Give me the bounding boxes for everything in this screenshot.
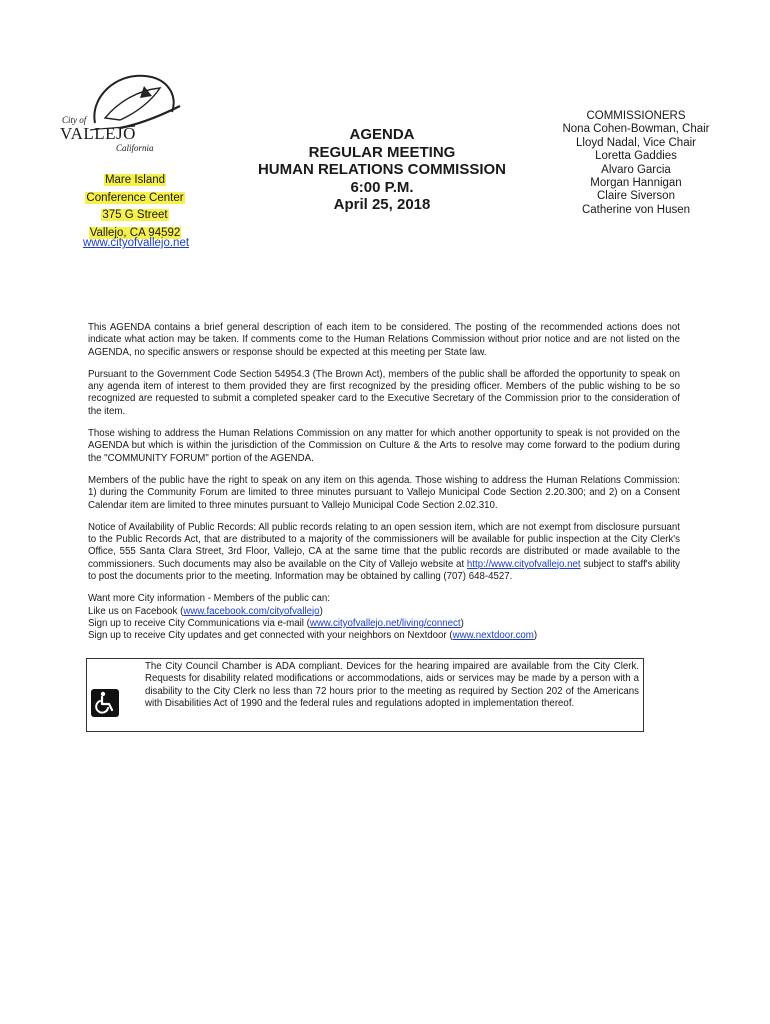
logo-city-of: City of: [62, 115, 87, 125]
ada-text: The City Council Chamber is ADA compliant. Devices for the hearing impaired are available from the City Clerk. Requests for disability related modifications or accommodations, aids or services may be made by a person with a disability to the City Clerk no less than 72 hours prior to the meeting as required by Section 202 of the Americans with Disabilities Act of 1990 and the federal rules and regulations adopted in implementation thereof.: [145, 661, 639, 709]
commissioner-name: Catherine von Husen: [581, 203, 691, 216]
location-line: 375 G Street: [102, 209, 168, 222]
commissioner-name: Morgan Hannigan: [590, 177, 682, 190]
website-link[interactable]: www.cityofvallejo.net: [82, 237, 190, 249]
location-line: Mare Island: [104, 174, 166, 186]
connect-nextdoor-text: Sign up to receive City updates and get connected with your neighbors on Nextdoor (: [88, 630, 453, 642]
connect-email: [88, 618, 680, 630]
email-signup-link[interactable]: www.cityofvallejo.net/living/connect: [309, 617, 461, 629]
commissioners-list: [550, 110, 722, 217]
city-website-link[interactable]: http://www.cityofvallejo.net: [466, 558, 581, 570]
commissioners-heading: COMMISSIONERS: [586, 110, 686, 122]
connect-nextdoor: [88, 630, 680, 642]
facebook-link[interactable]: www.facebook.com/cityofvallejo: [183, 605, 320, 617]
speaking-limits-paragraph: Members of the public have the right to speak on any item on this agenda. Those wishing to address the Human Relations Commission: 1) during the Community Forum are limited to three minutes pursuant to Vallejo Municipal Code Section 2.20.300; and 2) on a Consent Calendar item are limited to three minutes pursuant to Vallejo Municipal Code Section 2.02.310.: [88, 474, 680, 511]
commissioner-name: Claire Siverson: [597, 190, 675, 203]
paren: ): [460, 617, 464, 629]
connect-block: [88, 593, 680, 642]
records-text-end: subject to staff's ability to post the documents prior to the meeting. Information may be obtained by calling (707) 648-4527.: [88, 558, 680, 583]
meeting-date: April 25, 2018: [333, 196, 431, 214]
connect-email-text: Sign up to receive City Communications via e-mail (: [88, 617, 310, 629]
paren: ): [319, 605, 323, 617]
commissioner-name: Lloyd Nadal, Vice Chair: [576, 136, 696, 149]
wheelchair-icon: [91, 689, 119, 717]
logo-name: VALLEJO: [60, 124, 136, 143]
connect-facebook-text: Like us on Facebook (: [88, 605, 184, 617]
connect-facebook: [88, 606, 680, 618]
records-text: Notice of Availability of Public Records: All public records relating to an open session item, which are not exempt from disclosure pursuant to the Public Records Act, that are distributed to a majority of the commissioners will be available for public inspection at the City Clerk's Office, 555 Santa Clara Street, 3rd Floor, Vallejo, CA at the same time that the public records are distributed or made available to the commissioners. Such documents may also be available on the City of Vallejo website at: [88, 521, 680, 570]
location-line: Vallejo, CA 94592: [89, 227, 181, 240]
title-line: REGULAR MEETING: [308, 143, 456, 161]
brown-act-paragraph: Pursuant to the Government Code Section 54954.3 (The Brown Act), members of the public shall be afforded the opportunity to speak on any agenda item of interest to them provided they are first recognized by the presiding officer. Members of the public wishing to be so recognized are requested to submit a completed speaker card to the Executive Secretary of the Commission prior to the consideration of the item.: [88, 368, 680, 417]
meeting-time: 6:00 P.M.: [350, 178, 414, 196]
community-forum-paragraph: Those wishing to address the Human Relations Commission on any matter for which another opportunity to speak is not provided on the AGENDA but which is within the jurisdiction of the Commission on Culture & the Arts to resolve may come forward to the podium during the "COMMUNITY FORUM" portion of the AGENDA.: [88, 428, 680, 464]
paren: ): [533, 630, 538, 642]
agenda-title: [236, 126, 528, 214]
public-records-paragraph: [88, 522, 680, 583]
ada-notice-box: [86, 658, 644, 732]
commissioner-name: Alvaro Garcia: [601, 163, 671, 176]
commissioner-name: Nona Cohen-Bowman, Chair: [562, 123, 710, 136]
city-logo: [60, 68, 190, 158]
agenda-body: [88, 322, 680, 643]
commissioner-name: Loretta Gaddies: [595, 150, 677, 163]
nextdoor-link[interactable]: www.nextdoor.com: [452, 630, 534, 642]
meeting-location: [80, 172, 190, 243]
location-line: Conference Center: [86, 191, 184, 204]
title-line: AGENDA: [349, 126, 415, 143]
logo-state: California: [116, 143, 154, 153]
agenda-paragraph: This AGENDA contains a brief general description of each item to be considered. The posting of the recommended actions does not indicate what action may be taken. If comments come to the Human Relations Commission without prior notice and are not listed on the AGENDA, no specific answers or response should be expected at this meeting per State law.: [88, 322, 680, 358]
title-line: HUMAN RELATIONS COMMISSION: [257, 161, 507, 179]
connect-intro: Want more City information - Members of the public can:: [88, 593, 330, 605]
website-link-wrap: [80, 237, 192, 249]
